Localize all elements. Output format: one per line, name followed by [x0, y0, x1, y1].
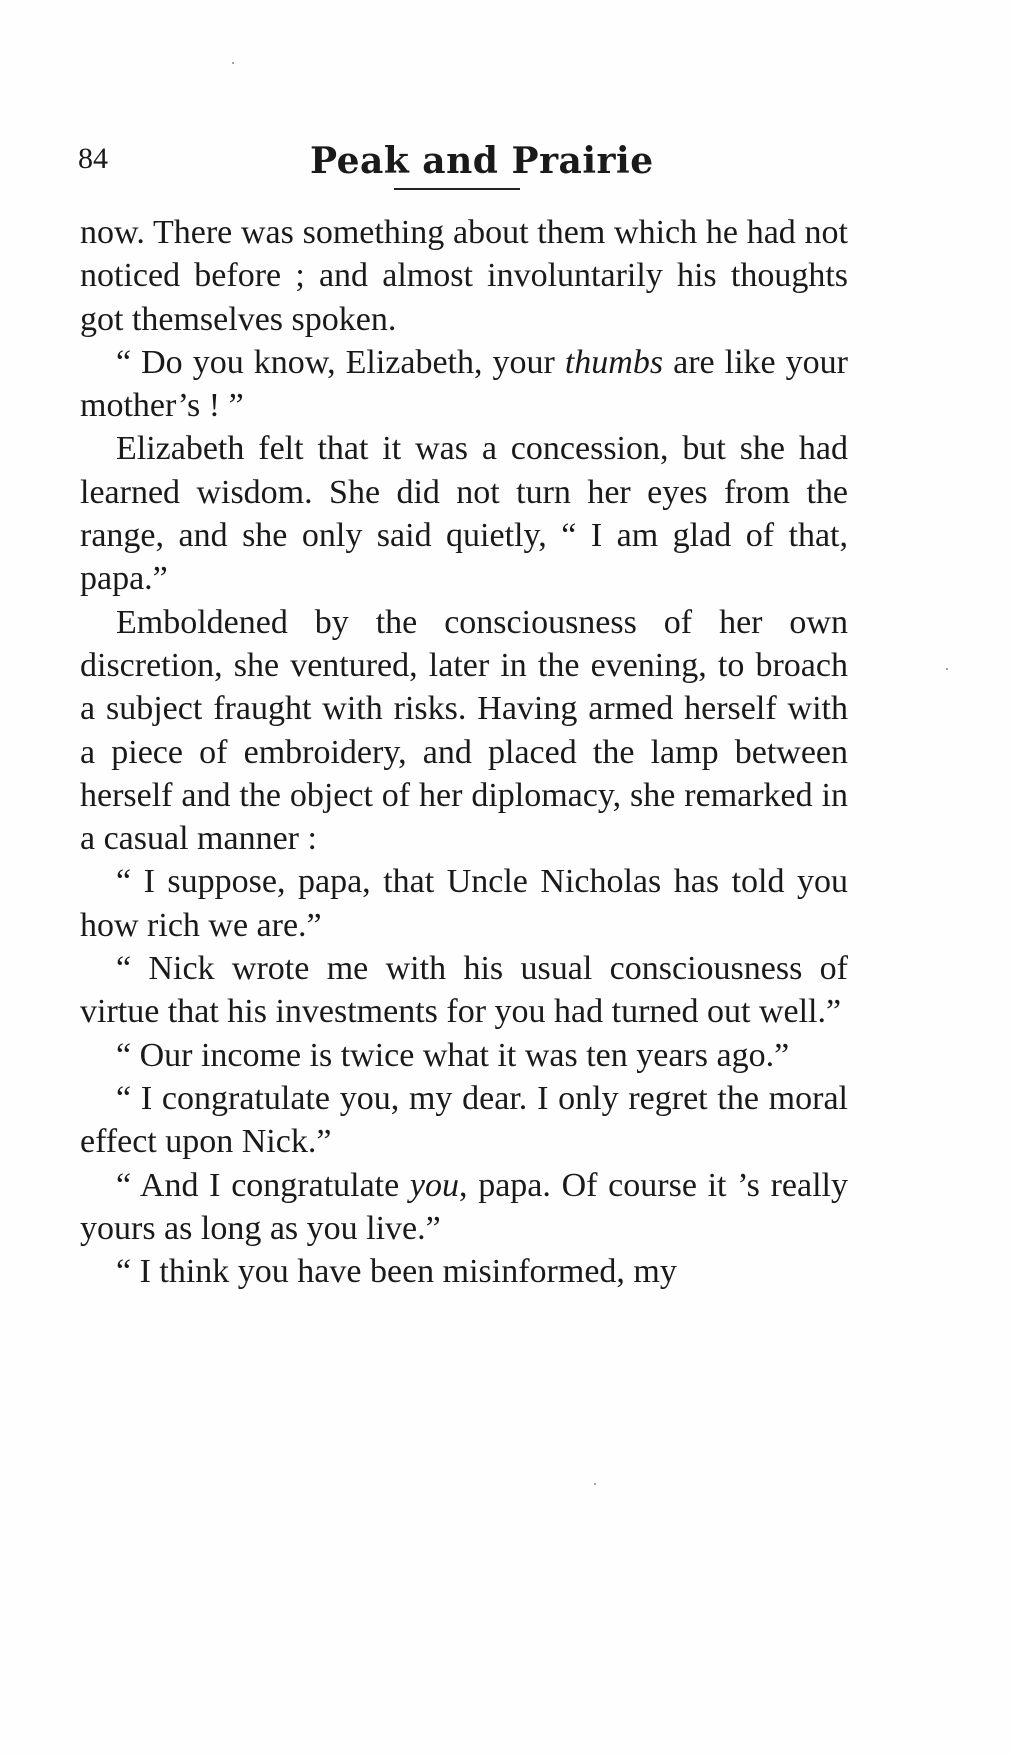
title-rule [394, 188, 520, 190]
paragraph [80, 1077, 848, 1164]
paragraph [80, 427, 848, 600]
paragraph-text: “ Do you know, Elizabeth, your [116, 343, 565, 381]
paragraph-text: “ I congratulate you, my dear. I only regret the moral effect upon Nick.” [80, 1079, 848, 1161]
paragraph-text: “ I think you have been misinformed, my [116, 1253, 677, 1291]
paragraph [80, 1034, 848, 1077]
paragraph [80, 860, 848, 947]
paragraph-text: are like your mother’s ! ” [80, 343, 848, 425]
paragraph-text: , papa. Of course it ’s really yours as long as you live.” [80, 1166, 848, 1247]
running-title: Peak and Prairie [310, 140, 654, 182]
page-number: 84 [78, 142, 108, 175]
paragraph-text: now. There was something about them which he had not noticed before ; and almost involuntarily his thoughts got themselves spoken. [80, 214, 848, 338]
paragraph [80, 1250, 848, 1293]
italic-text: thumbs [564, 343, 664, 381]
body-text [80, 211, 848, 1293]
paragraph-text: Emboldened by the consciousness of her own discretion, she ventured, later in the evening, to broach a subject fraught with risks. Having armed herself with a piece of embroidery, and placed the lamp between herself and the object of her diplomacy, she remarked in a casual manner : [80, 603, 848, 858]
paper-speck [946, 668, 948, 670]
paragraph-text: “ Our income is twice what it was ten years ago.” [116, 1036, 790, 1074]
running-head [78, 142, 938, 192]
paragraph-text: “ And I congratulate [116, 1166, 410, 1204]
paragraph-text: “ I suppose, papa, that Uncle Nicholas has told you how rich we are.” [80, 863, 848, 944]
paragraph-text: Elizabeth felt that it was a concession, but she had learned wisdom. She did not turn her eyes from the range, and she only said quietly, “ I am glad of that, papa.” [80, 430, 848, 598]
paragraph [80, 947, 848, 1034]
paper-speck [232, 62, 234, 64]
paper-speck [594, 1483, 596, 1485]
paragraph [80, 341, 848, 428]
paragraph [80, 601, 848, 861]
paragraph [80, 1164, 848, 1251]
italic-text: you [409, 1166, 460, 1204]
paragraph-text: “ Nick wrote me with his usual consciousness of virtue that his investments for you had turned out well.” [80, 950, 848, 1031]
paragraph [80, 211, 848, 341]
